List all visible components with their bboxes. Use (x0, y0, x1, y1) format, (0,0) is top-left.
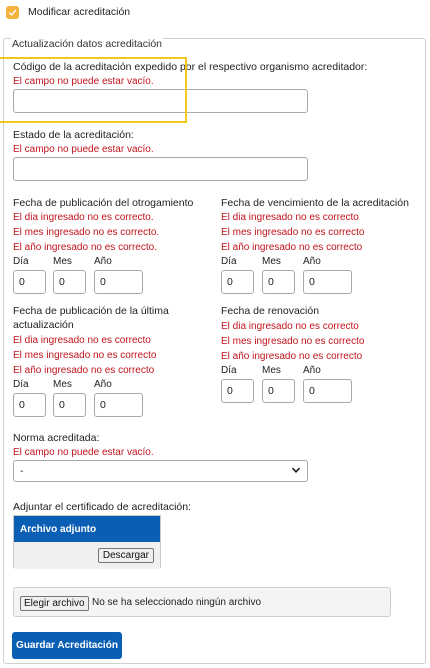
norma-select[interactable] (13, 460, 308, 482)
estado-label: Estado de la acreditación: (13, 129, 134, 141)
otorgamiento-year-label: Año (94, 256, 112, 267)
codigo-label: Código de la acreditación expedido por el respectivo organismo acreditador: (13, 61, 368, 73)
ultima-month-input[interactable]: 0 (53, 393, 86, 417)
otorgamiento-month-label: Mes (53, 256, 72, 267)
attachment-body (14, 542, 160, 569)
otorgamiento-month-input[interactable]: 0 (53, 270, 86, 294)
ultima-year-error: El año ingresado no es correcto (13, 365, 155, 376)
vencimiento-month-input[interactable]: 0 (262, 270, 295, 294)
ultima-day-error: El dia ingresado no es correcto (13, 335, 151, 346)
vencimiento-year-label: Año (303, 256, 321, 267)
otorgamiento-year-error: El año ingresado no es correcto. (13, 242, 157, 253)
file-chooser (13, 587, 391, 617)
chevron-down-icon (291, 465, 301, 478)
ultima-year-input[interactable]: 0 (94, 393, 143, 417)
vencimiento-year-input[interactable]: 0 (303, 270, 352, 294)
vencimiento-label: Fecha de vencimiento de la acreditación (221, 197, 409, 209)
vencimiento-month-label: Mes (262, 256, 281, 267)
norma-selected-value: - (20, 465, 24, 477)
modify-accreditation-label: Modificar acreditación (28, 6, 131, 18)
ultima-month-error: El mes ingresado no es correcto (13, 350, 157, 361)
vencimiento-day-error: El dia ingresado no es correcto (221, 212, 359, 223)
otorgamiento-year-input[interactable]: 0 (94, 270, 143, 294)
otorgamiento-day-input[interactable]: 0 (13, 270, 46, 294)
otorgamiento-month-error: El mes ingresado no es correcto. (13, 227, 160, 238)
modify-accreditation-row[interactable] (6, 4, 130, 20)
renovacion-day-error: El dia ingresado no es correcto (221, 321, 359, 332)
vencimiento-day-label: Día (221, 256, 237, 267)
renovacion-day-input[interactable]: 0 (221, 379, 254, 403)
checkbox-checked-icon[interactable] (6, 6, 19, 19)
codigo-error: El campo no puede estar vacío. (13, 76, 154, 87)
ultima-year-label: Año (94, 379, 112, 390)
adjuntar-label: Adjuntar el certificado de acreditación: (13, 501, 192, 513)
estado-error: El campo no puede estar vacío. (13, 144, 154, 155)
renovacion-year-label: Año (303, 365, 321, 376)
fieldset-legend: Actualización datos acreditación (12, 38, 163, 50)
renovacion-label: Fecha de renovación (221, 305, 320, 317)
norma-label: Norma acreditada: (13, 432, 100, 444)
ultima-label-line2: actualización (13, 319, 74, 331)
renovacion-year-error: El año ingresado no es correcto (221, 351, 363, 362)
file-status: No se ha seleccionado ningún archivo (92, 597, 261, 608)
estado-input[interactable] (13, 157, 308, 181)
renovacion-day-label: Día (221, 365, 237, 376)
vencimiento-month-error: El mes ingresado no es correcto (221, 227, 365, 238)
otorgamiento-label: Fecha de publicación del otrogamiento (13, 197, 194, 209)
renovacion-month-error: El mes ingresado no es correcto (221, 336, 365, 347)
download-button[interactable]: Descargar (98, 548, 154, 563)
choose-file-button[interactable]: Elegir archivo (20, 596, 89, 611)
ultima-label-line1: Fecha de publicación de la última (13, 305, 169, 317)
ultima-day-label: Día (13, 379, 29, 390)
norma-error: El campo no puede estar vacío. (13, 447, 154, 458)
renovacion-year-input[interactable]: 0 (303, 379, 352, 403)
ultima-day-input[interactable]: 0 (13, 393, 46, 417)
renovacion-month-input[interactable]: 0 (262, 379, 295, 403)
renovacion-month-label: Mes (262, 365, 281, 376)
codigo-input[interactable] (13, 89, 308, 113)
vencimiento-day-input[interactable]: 0 (221, 270, 254, 294)
attachment-box (13, 515, 161, 568)
otorgamiento-day-label: Día (13, 256, 29, 267)
otorgamiento-day-error: El dia ingresado no es correcto. (13, 212, 154, 223)
ultima-month-label: Mes (53, 379, 72, 390)
save-accreditation-button[interactable]: Guardar Acreditación (12, 632, 122, 659)
attachment-header: Archivo adjunto (14, 516, 160, 542)
vencimiento-year-error: El año ingresado no es correcto (221, 242, 363, 253)
